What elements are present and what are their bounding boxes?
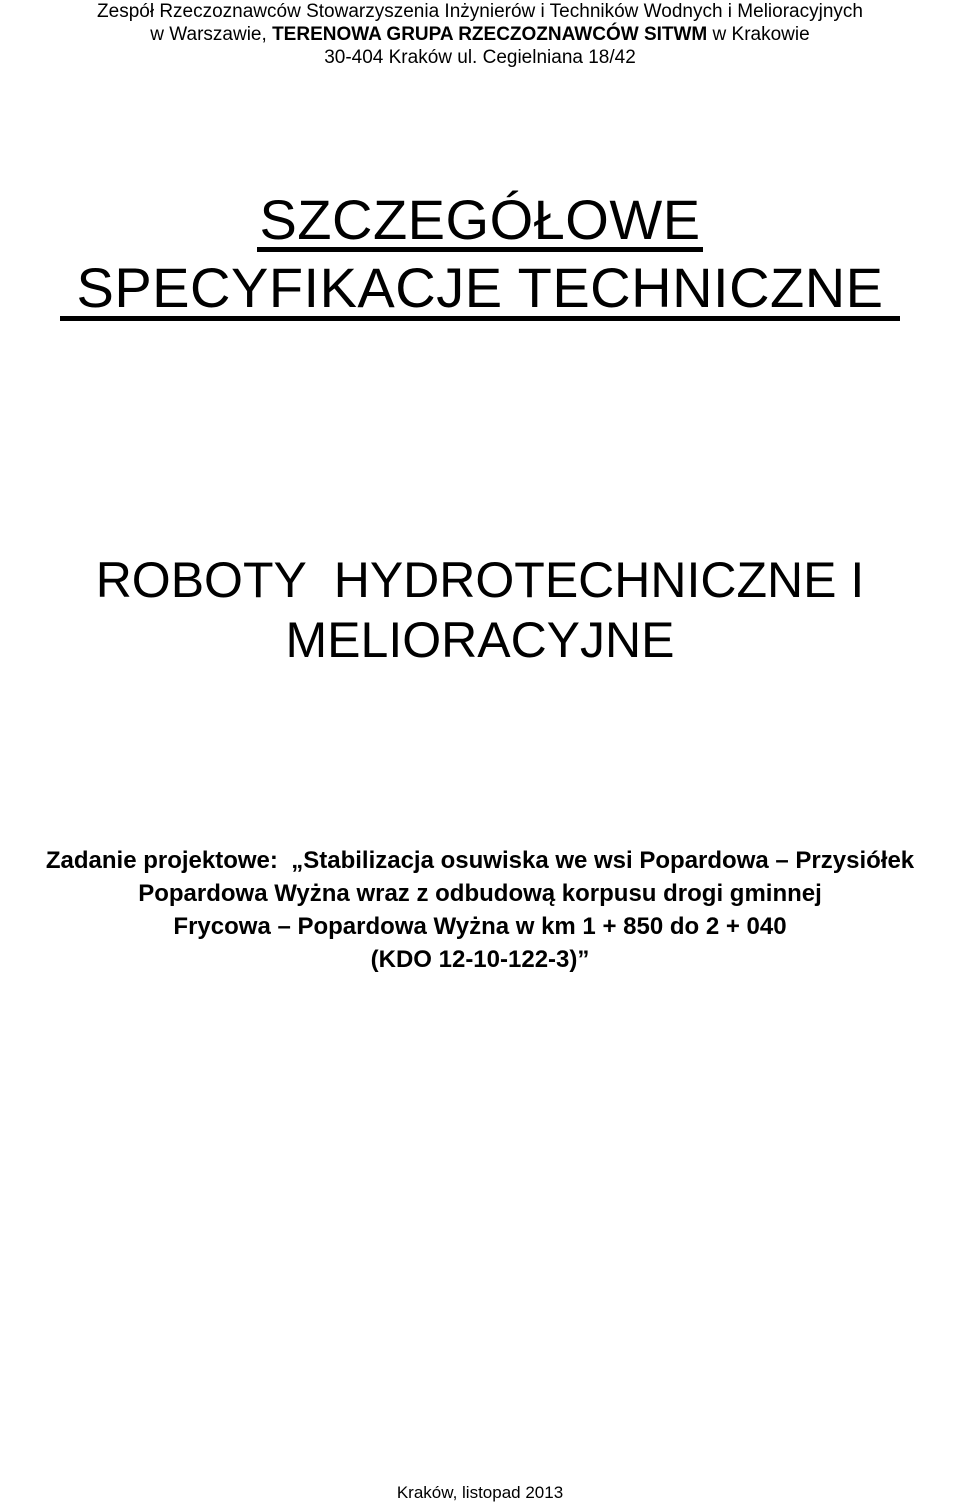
title-line-2: SPECYFIKACJE TECHNICZNE: [60, 260, 900, 321]
subject-line-1: ROBOTY HYDROTECHNICZNE I: [95, 552, 865, 608]
title-line-1: SZCZEGÓŁOWE: [259, 188, 701, 251]
task-line-4: (KDO 12-10-122-3)”: [370, 946, 590, 973]
header-organization-line: Zespół Rzeczoznawców Stowarzyszenia Inżynierów i Techników Wodnych i Melioracyjnych: [97, 1, 863, 22]
document-title: [0, 186, 960, 321]
footer-place-date: Kraków, listopad 2013: [396, 1483, 564, 1502]
header-group-line: [0, 23, 960, 46]
header-address-line: 30-404 Kraków ul. Cegielniana 18/42: [324, 47, 636, 68]
task-line-3: Frycowa – Popardowa Wyżna w km 1 + 850 do 2 + 040: [173, 913, 787, 940]
works-subject: [0, 550, 960, 670]
header-city-suffix: w Krakowie: [712, 24, 810, 45]
document-footer: [0, 1482, 960, 1504]
document-header: [0, 0, 960, 69]
subject-line-2: MELIORACYJNE: [285, 612, 675, 668]
task-line-1: Zadanie projektowe: „Stabilizacja osuwiska we wsi Popardowa – Przysiółek: [45, 847, 915, 874]
header-city-prefix: w Warszawie,: [150, 24, 267, 45]
task-line-2: Popardowa Wyżna wraz z odbudową korpusu drogi gminnej: [138, 880, 822, 907]
header-group-name: TERENOWA GRUPA RZECZOZNAWCÓW SITWM: [272, 24, 708, 45]
project-task: [0, 844, 960, 976]
